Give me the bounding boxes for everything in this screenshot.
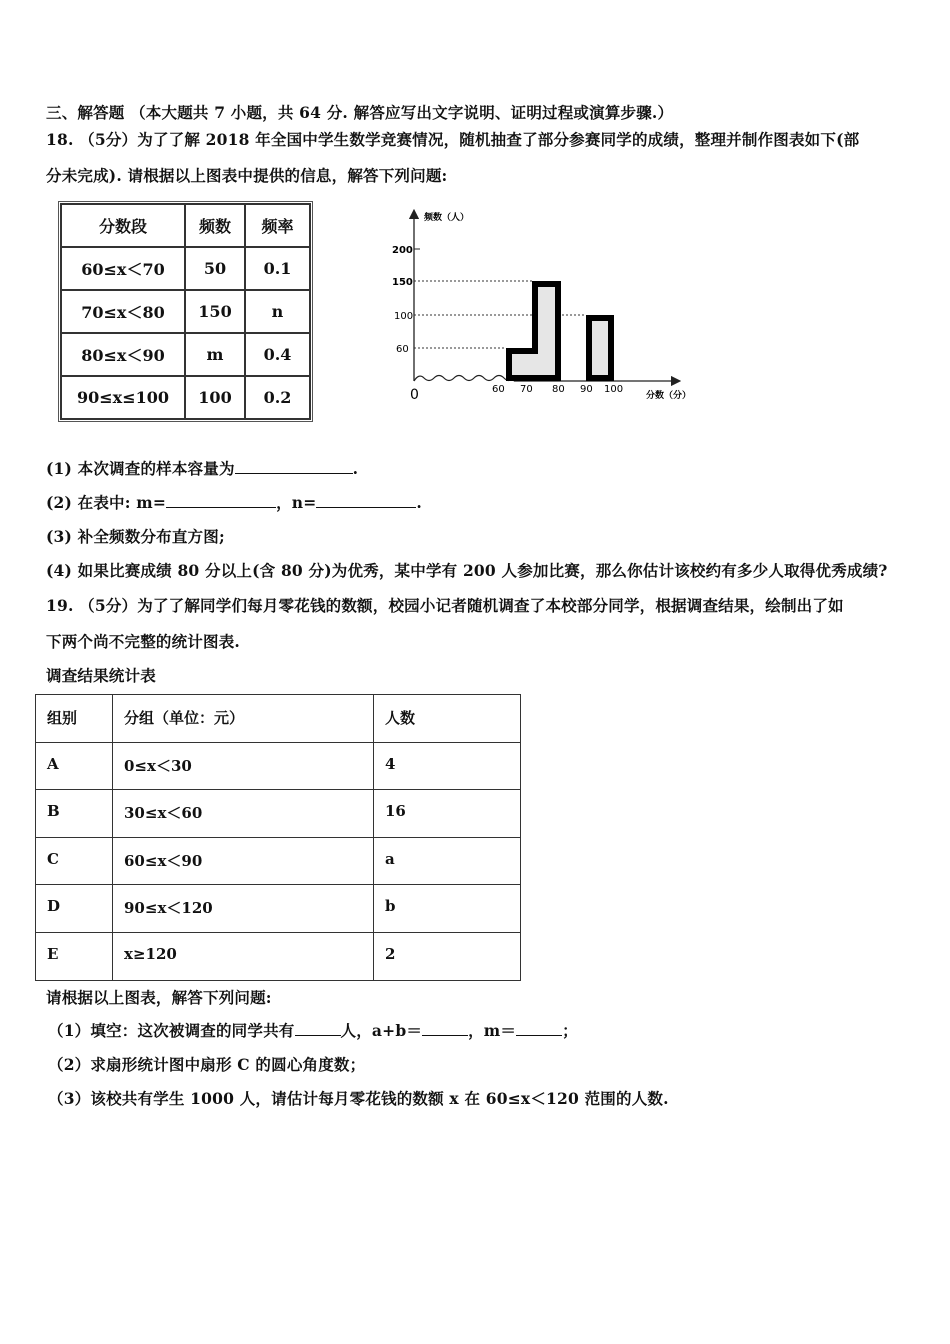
x-tick-label: 80 bbox=[552, 384, 565, 395]
q18-intro-line1: 18. （5分）为了了解 2018 年全国中学生数学竞赛情况，随机抽查了部分参赛同学的成绩，整理并制作图表如下(部 bbox=[46, 130, 860, 149]
table-cell: 60≤x＜90 bbox=[113, 837, 374, 885]
q19-table-title: 调查结果统计表 bbox=[46, 666, 156, 685]
q19-intro-line1: 19. （5分）为了了解同学们每月零花钱的数额，校园小记者随机调查了本校部分同学，根据调查结果，绘制出了如 bbox=[46, 596, 844, 615]
q18-sub2: (2) 在表中: m= ，n= . bbox=[46, 493, 423, 512]
table-cell: C bbox=[36, 837, 113, 885]
answer-blank-m[interactable] bbox=[166, 493, 276, 508]
table-header: 组别 bbox=[36, 695, 113, 743]
table-cell: 60≤x＜70 bbox=[61, 247, 185, 290]
table-header: 频数 bbox=[185, 204, 245, 247]
table-header: 分数段 bbox=[61, 204, 185, 247]
q18-sub3: (3) 补全频数分布直方图; bbox=[46, 527, 225, 546]
answer-blank-m[interactable] bbox=[516, 1021, 562, 1036]
table-cell: 90≤x≤100 bbox=[61, 376, 185, 419]
x-tick-label: 100 bbox=[604, 384, 624, 395]
table-cell: 100 bbox=[185, 376, 245, 419]
q18-sub4: (4) 如果比赛成绩 80 分以上(含 80 分)为优秀，某中学有 200 人参加比赛，那么你估计该校约有多少人取得优秀成绩? bbox=[46, 561, 888, 580]
y-axis-label: 频数（人） bbox=[424, 213, 470, 223]
table-row bbox=[36, 742, 521, 790]
table-row bbox=[61, 247, 310, 290]
q19-sub3: （3）该校共有学生 1000 人，请估计每月零花钱的数额 x 在 60≤x＜120 范围的人数. bbox=[48, 1089, 669, 1108]
q18-frequency-table bbox=[60, 203, 311, 420]
y-tick-label: 100 bbox=[394, 311, 414, 322]
y-tick-label: 60 bbox=[396, 344, 409, 355]
table-cell: 0≤x＜30 bbox=[113, 742, 374, 790]
y-tick-label: 200 bbox=[392, 245, 413, 256]
x-tick-label: 90 bbox=[580, 384, 593, 395]
table-row bbox=[61, 290, 310, 333]
table-header-row bbox=[61, 204, 310, 247]
table-cell: 80≤x＜90 bbox=[61, 333, 185, 376]
table-row bbox=[61, 376, 310, 419]
table-cell: 50 bbox=[185, 247, 245, 290]
frequency-histogram bbox=[380, 200, 710, 410]
table-header: 频率 bbox=[245, 204, 310, 247]
x-tick-label: 70 bbox=[520, 384, 533, 395]
table-cell: E bbox=[36, 932, 113, 980]
answer-blank[interactable] bbox=[235, 459, 353, 474]
table-cell: 0.2 bbox=[245, 376, 310, 419]
table-row bbox=[36, 790, 521, 838]
q19-sub2: （2）求扇形统计图中扇形 C 的圆心角度数； bbox=[48, 1055, 366, 1074]
table-cell: 2 bbox=[374, 932, 521, 980]
bar-60-80 bbox=[509, 284, 558, 378]
q18-sub1: (1) 本次调查的样本容量为 . bbox=[46, 459, 359, 478]
table-cell: m bbox=[185, 333, 245, 376]
table-row bbox=[61, 333, 310, 376]
answer-blank-n[interactable] bbox=[316, 493, 416, 508]
table-cell: 30≤x＜60 bbox=[113, 790, 374, 838]
table-cell: 70≤x＜80 bbox=[61, 290, 185, 333]
y-tick-label: 150 bbox=[392, 277, 413, 288]
origin-label: 0 bbox=[410, 387, 419, 403]
table-header: 人数 bbox=[374, 695, 521, 743]
table-cell: 0.1 bbox=[245, 247, 310, 290]
table-cell: n bbox=[245, 290, 310, 333]
bar-90-100 bbox=[589, 318, 611, 378]
section-header: 三、解答题 （本大题共 7 小题，共 64 分. 解答应写出文字说明、证明过程或演算步骤.） bbox=[46, 103, 674, 122]
table-header: 分组（单位：元） bbox=[113, 695, 374, 743]
table-cell: D bbox=[36, 885, 113, 933]
answer-blank-total[interactable] bbox=[295, 1021, 341, 1036]
table-cell: b bbox=[374, 885, 521, 933]
x-axis-label: 分数（分） bbox=[646, 391, 692, 401]
table-header-row bbox=[36, 695, 521, 743]
q19-sub1: （1）填空：这次被调查的同学共有 人，a+b＝ ，m＝ ； bbox=[48, 1021, 578, 1040]
table-cell: 150 bbox=[185, 290, 245, 333]
q19-intro-line2: 下两个尚不完整的统计图表. bbox=[46, 632, 240, 651]
table-cell: 16 bbox=[374, 790, 521, 838]
table-cell: x≥120 bbox=[113, 932, 374, 980]
table-cell: A bbox=[36, 742, 113, 790]
table-cell: 90≤x＜120 bbox=[113, 885, 374, 933]
q19-prompt: 请根据以上图表，解答下列问题: bbox=[46, 988, 272, 1007]
table-row bbox=[36, 932, 521, 980]
q19-survey-table bbox=[35, 694, 521, 981]
answer-blank-ab[interactable] bbox=[422, 1021, 468, 1036]
table-row bbox=[36, 837, 521, 885]
axis-break-icon bbox=[414, 376, 514, 382]
table-row bbox=[36, 885, 521, 933]
x-tick-label: 60 bbox=[492, 384, 505, 395]
q18-intro-line2: 分未完成). 请根据以上图表中提供的信息，解答下列问题: bbox=[46, 166, 448, 185]
table-cell: a bbox=[374, 837, 521, 885]
table-cell: 4 bbox=[374, 742, 521, 790]
table-cell: 0.4 bbox=[245, 333, 310, 376]
table-cell: B bbox=[36, 790, 113, 838]
